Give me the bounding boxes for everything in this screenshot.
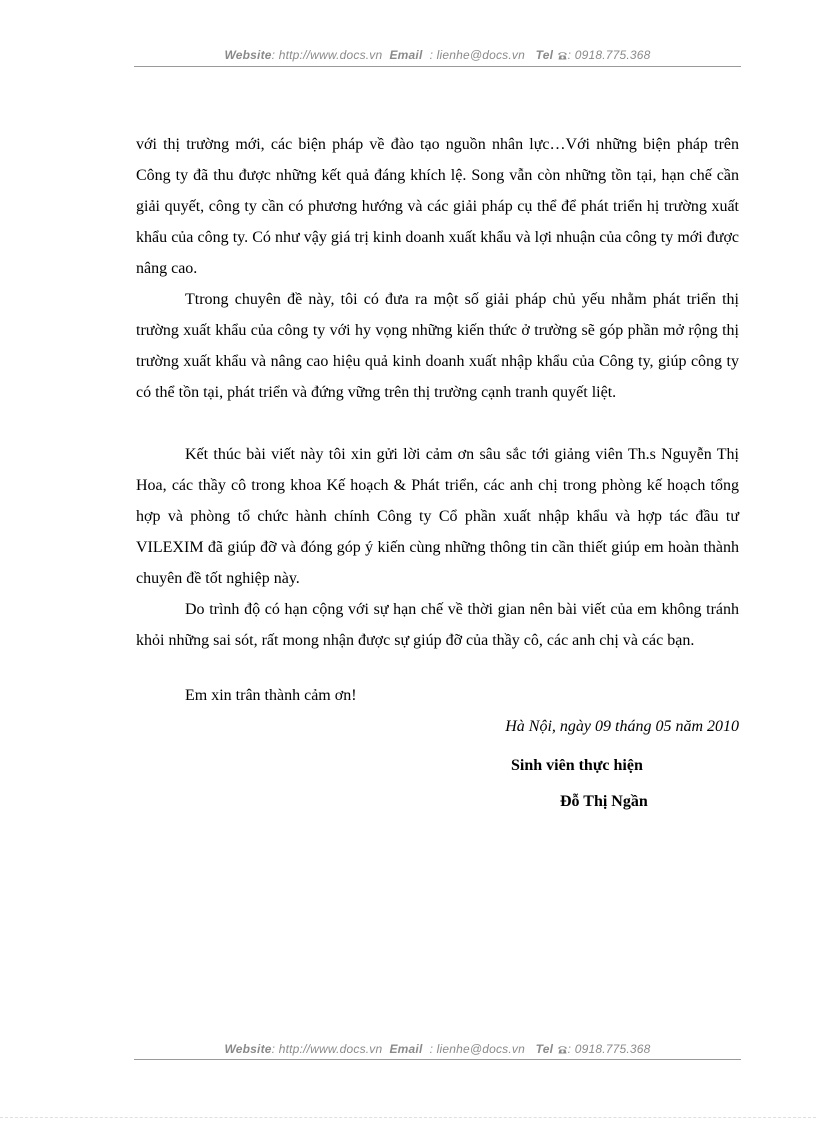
signer-name: Đỗ Thị Ngần: [560, 793, 648, 810]
page-footer: [134, 1042, 741, 1062]
email-label: Email: [389, 1042, 423, 1056]
tel-value: : 0918.775.368: [567, 1042, 651, 1056]
website-label: Website: [224, 48, 272, 62]
telephone-icon: [557, 1045, 568, 1054]
signer-role: Sinh viên thực hiện: [511, 757, 643, 774]
paragraph-3: [136, 439, 739, 594]
page-edge: [0, 1117, 816, 1118]
header-rule: [134, 66, 741, 67]
tel-label: Tel: [535, 1042, 554, 1056]
paragraph-text: với thị trường mới, các biện pháp về đào tạo nguồn nhân lực…Với những biện pháp trên Công ty đã thu được những kết quả đáng khích lệ. Song vẫn còn những tồn tại, hạn chế cần giải quyết, công ty cần có phương hướng và các giải pháp cụ thể để phát triển hị trường xuất khẩu của công ty. Có như vậy giá trị kinh doanh xuất khẩu và lợi nhuận của công ty mới được nâng cao.: [136, 136, 739, 277]
telephone-icon: [557, 51, 568, 60]
paragraph-text: Do trình độ có hạn cộng với sự hạn chế về thời gian nên bài viết của em không tránh khỏi những sai sót, rất mong nhận được sự giúp đỡ của thầy cô, các anh chị và các bạn.: [136, 601, 739, 649]
footer-rule: [134, 1059, 741, 1060]
website-value: : http://www.docs.vn: [271, 48, 383, 62]
email-value: : lienhe@docs.vn: [429, 1042, 525, 1056]
page-header: [134, 48, 741, 68]
paragraph-1: [136, 129, 739, 284]
tel-value: : 0918.775.368: [567, 48, 651, 62]
paragraph-2: [136, 284, 739, 408]
email-label: Email: [389, 48, 423, 62]
website-value: : http://www.docs.vn: [271, 1042, 383, 1056]
website-label: Website: [224, 1042, 272, 1056]
email-value: : lienhe@docs.vn: [429, 48, 525, 62]
tel-label: Tel: [535, 48, 554, 62]
paragraph-text: Kết thúc bài viết này tôi xin gửi lời cảm ơn sâu sắc tới giảng viên Th.s Nguyễn Thị Hoa, các thầy cô trong khoa Kế hoạch & Phát triển, các anh chị trong phòng kế hoạch tổng hợp và phòng tổ chức hành chính Công ty Cổ phần xuất nhập khẩu và hợp tác đầu tư VILEXIM đã giúp đỡ và đóng góp ý kiến cùng những thông tin cần thiết giúp em hoàn thành chuyên đề tốt nghiệp này.: [136, 446, 739, 587]
paragraph-4: [136, 594, 739, 656]
dateline: Hà Nội, ngày 09 tháng 05 năm 2010: [505, 718, 739, 735]
closing-line: Em xin trân thành cảm ơn!: [185, 687, 357, 704]
paragraph-text: Ttrong chuyên đề này, tôi có đưa ra một số giải pháp chủ yếu nhằm phát triển thị trường xuất khẩu của công ty với hy vọng những kiến thức ở trường sẽ góp phần mở rộng thị trường xuất khẩu và nâng cao hiệu quả kinh doanh xuất nhập khẩu của Công ty, giúp công ty có thể tồn tại, phát triển và đứng vững trên thị trường cạnh tranh quyết liệt.: [136, 291, 739, 401]
